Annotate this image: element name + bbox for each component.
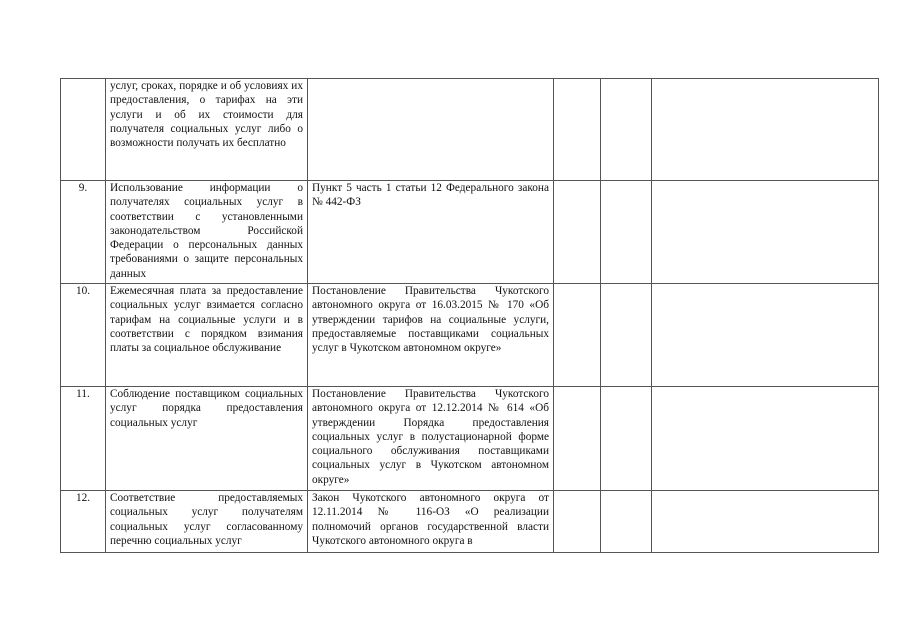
row-number: 9.	[61, 181, 106, 284]
note-cell	[652, 79, 879, 181]
legal-basis-cell	[308, 79, 554, 181]
legal-basis-cell: Закон Чукотского автономного округа от 12.11.2014 № 116-ОЗ «О реализации полномочий органов государственной власти Чукотского автономного округа в	[308, 491, 554, 553]
note-cell	[652, 387, 879, 491]
table-row	[61, 79, 879, 181]
legal-basis-cell: Постановление Правительства Чукотского автономного округа от 12.12.2014 № 614 «Об утверждении Порядка предоставления социальных услуг в полустационарной форме социального обслуживания поставщиками социальных услуг в Чукотском автономном округе»	[308, 387, 554, 491]
checklist-table	[60, 78, 879, 553]
legal-basis-cell: Пункт 5 часть 1 статьи 12 Федерального закона № 442-ФЗ	[308, 181, 554, 284]
answer-yes-cell	[554, 387, 601, 491]
note-cell	[652, 181, 879, 284]
requirement-cell: Соблюдение поставщиком социальных услуг порядка предоставления социальных услуг	[106, 387, 308, 491]
requirement-cell: Соответствие предоставляемых социальных услуг получателям социальных услуг согласованному перечню социальных услуг	[106, 491, 308, 553]
answer-yes-cell	[554, 181, 601, 284]
answer-no-cell	[601, 387, 652, 491]
note-cell	[652, 491, 879, 553]
table-row	[61, 284, 879, 387]
row-number	[61, 79, 106, 181]
answer-no-cell	[601, 284, 652, 387]
requirement-cell: Использование информации о получателях социальных услуг в соответствии с установленными законодательством Российской Федерации о персональных данных требованиями о защите персональных данных	[106, 181, 308, 284]
row-number: 12.	[61, 491, 106, 553]
answer-yes-cell	[554, 284, 601, 387]
table-row	[61, 387, 879, 491]
note-cell	[652, 284, 879, 387]
table-row	[61, 491, 879, 553]
answer-no-cell	[601, 79, 652, 181]
answer-yes-cell	[554, 79, 601, 181]
requirement-cell: услуг, сроках, порядке и об условиях их предоставления, о тарифах на эти услуги и об их стоимости для получателя социальных услуг либо о возможности получать их бесплатно	[106, 79, 308, 181]
row-number: 11.	[61, 387, 106, 491]
answer-no-cell	[601, 181, 652, 284]
row-number: 10.	[61, 284, 106, 387]
requirement-cell: Ежемесячная плата за предоставление социальных услуг взимается согласно тарифам на социальные услуги и в соответствии с порядком взимания платы за социальное обслуживание	[106, 284, 308, 387]
answer-yes-cell	[554, 491, 601, 553]
table-row	[61, 181, 879, 284]
legal-basis-cell: Постановление Правительства Чукотского автономного округа от 16.03.2015 № 170 «Об утверждении тарифов на социальные услуги, предоставляемые поставщиками социальных услуг в Чукотском автономном округе»	[308, 284, 554, 387]
answer-no-cell	[601, 491, 652, 553]
